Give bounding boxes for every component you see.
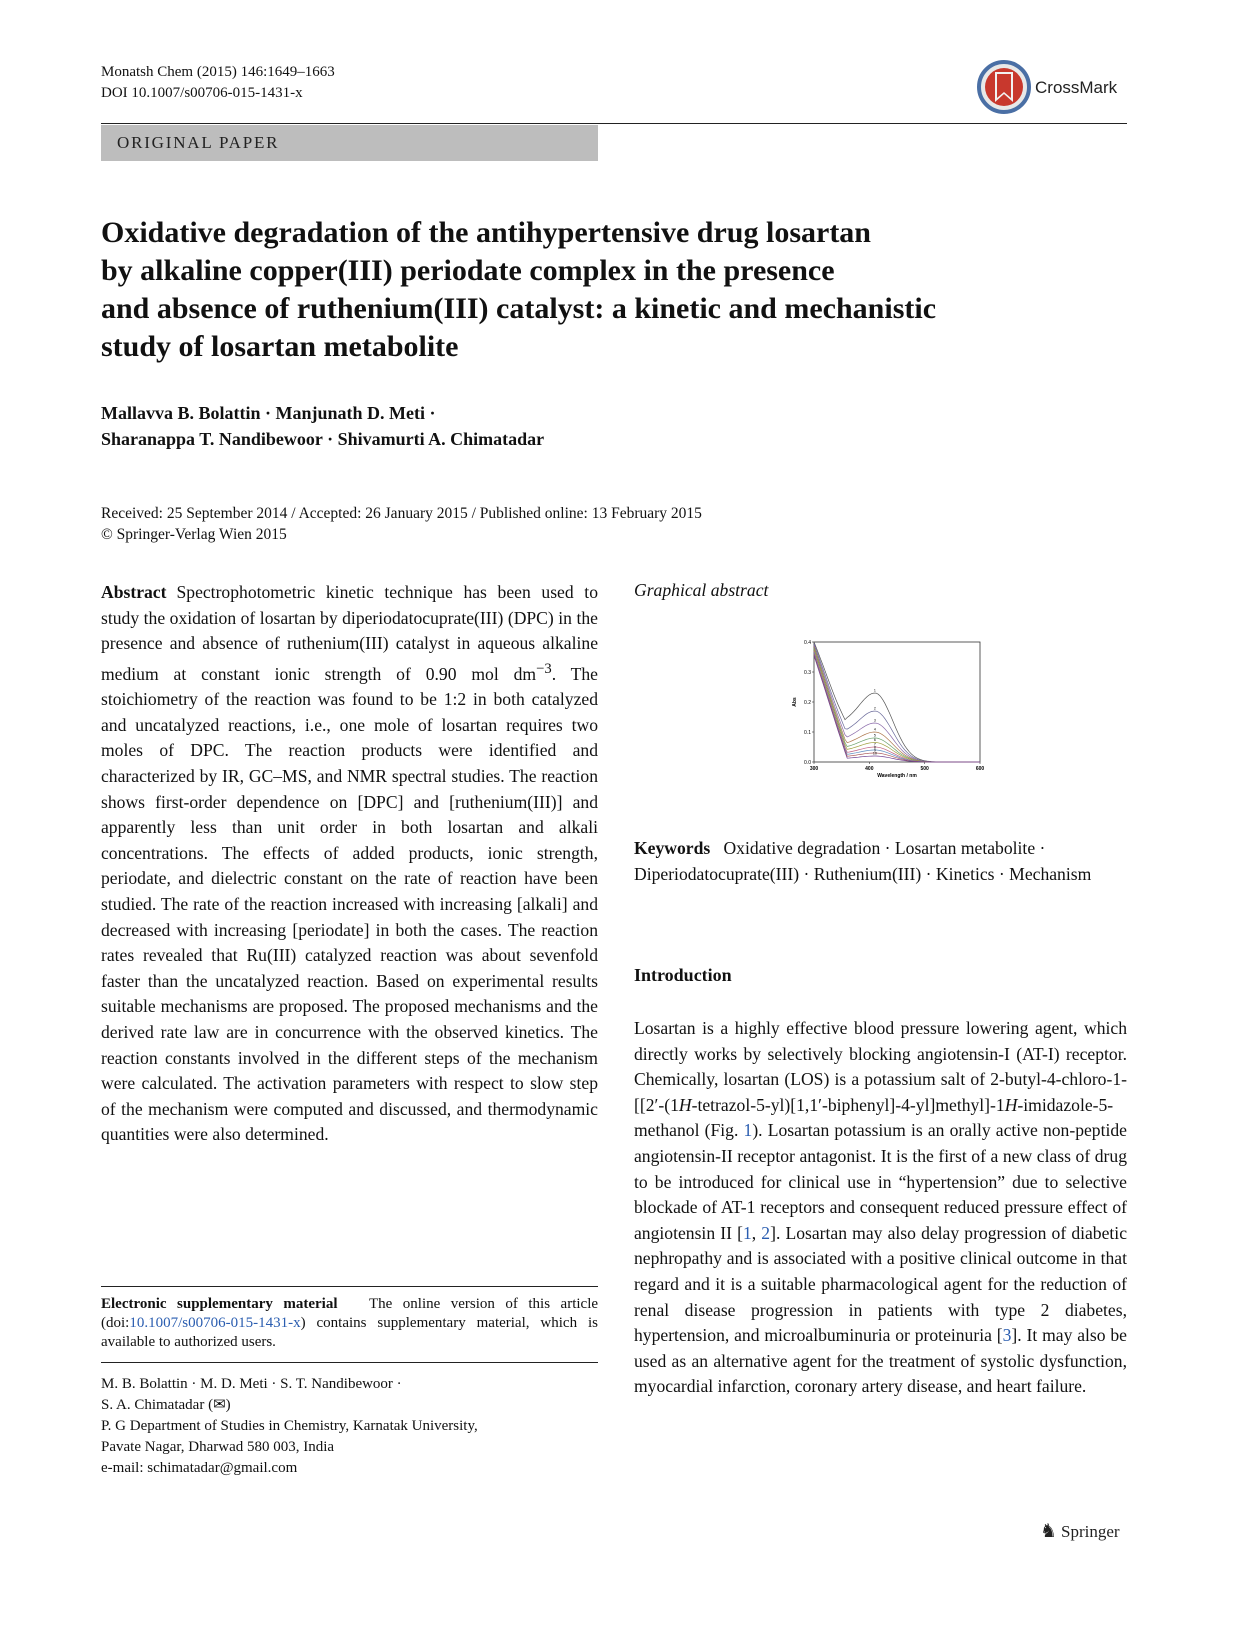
crossmark-icon bbox=[977, 60, 1031, 114]
title-line-3: and absence of ruthenium(III) catalyst: a kinetic and mechanistic bbox=[101, 292, 937, 325]
section-band bbox=[101, 125, 598, 161]
intro-text-5: ]. Losartan may also delay progression of diabetic nephropathy and is associated with a positive clinical outcome in that regard and it is a suitable pharmacological agent for the reduction of renal disease progression in patients with type 2 diabetes, hypertension, and microalbuminuria or proteinuria [ bbox=[634, 1222, 1127, 1346]
affil-email[interactable]: e-mail: schimatadar@gmail.com bbox=[101, 1460, 298, 1476]
intro-italic-h2: H bbox=[1004, 1094, 1018, 1115]
authors-line-1: Mallavva B. Bolattin · Manjunath D. Meti · bbox=[101, 403, 436, 423]
crossmark-label: CrossMark bbox=[1035, 78, 1118, 97]
doi-line: DOI 10.1007/s00706-015-1431-x bbox=[101, 85, 303, 101]
curve-label: 5 bbox=[873, 733, 876, 738]
curve-label: 10 bbox=[872, 751, 877, 756]
publisher-logo bbox=[1040, 1520, 1120, 1543]
keywords-heading: Keywords bbox=[634, 838, 711, 858]
esm-rule bbox=[101, 1286, 598, 1287]
affil-line-1: M. B. Bolattin · M. D. Meti · S. T. Nandibewoor · bbox=[101, 1376, 402, 1392]
journal-header bbox=[101, 62, 335, 104]
esm-note bbox=[101, 1295, 598, 1352]
introduction-section bbox=[634, 1016, 1127, 1400]
esm-doi-link[interactable]: 10.1007/s00706-015-1431-x bbox=[129, 1315, 301, 1331]
y-tick-label: 0.4 bbox=[804, 640, 811, 646]
y-tick-label: 0.3 bbox=[804, 670, 811, 676]
intro-text-3: -imidazole-5-methanol (Fig. bbox=[634, 1094, 1114, 1141]
title-line-1: Oxidative degradation of the antihypertensive drug losartan bbox=[101, 216, 871, 249]
esm-text-1: The online version of this article (doi: bbox=[101, 1296, 599, 1331]
curve-label: 7 bbox=[873, 742, 876, 747]
publisher-name: Springer bbox=[1061, 1522, 1120, 1541]
curve-label: 6 bbox=[873, 738, 876, 742]
spectra-plot bbox=[786, 636, 986, 786]
citation-separator: , bbox=[751, 1222, 762, 1243]
abstract-section bbox=[101, 580, 598, 1148]
keywords-text: Oxidative degradation · Losartan metabolite · Diperiodatocuprate(III) · Ruthenium(III) · Kinetics · Mechanism bbox=[634, 838, 1092, 884]
citation-link-3[interactable]: 3 bbox=[1002, 1325, 1012, 1346]
affiliation-rule bbox=[101, 1362, 598, 1363]
intro-text-6: ]. It may also be used as an alternative agent for the treatment of systolic dysfunction, myocardial infarction, coronary artery disease, and heart failure. bbox=[634, 1325, 1127, 1397]
spectrum-curve bbox=[814, 656, 980, 763]
abstract-heading: Abstract bbox=[101, 582, 167, 602]
intro-paragraph bbox=[634, 1016, 1127, 1400]
citation-link-1[interactable]: 1 bbox=[742, 1222, 752, 1243]
spectrum-curve bbox=[814, 648, 980, 762]
x-axis-label: Wavelength / nm bbox=[877, 773, 917, 779]
header-rule bbox=[101, 123, 1127, 124]
x-tick-label: 600 bbox=[975, 766, 985, 772]
curve-label: 9 bbox=[873, 748, 876, 753]
copyright-line: © Springer-Verlag Wien 2015 bbox=[101, 526, 287, 543]
title-line-2: by alkaline copper(III) periodate complex in the presence bbox=[101, 254, 835, 287]
spectrum-curve bbox=[814, 650, 980, 763]
title-line-4: study of losartan metabolite bbox=[101, 330, 459, 363]
intro-text-1: Losartan is a highly effective blood pressure lowering agent, which directly works by selectively blocking angiotensin-I (AT-I) receptor. Chemically, losartan (LOS) is a potassium salt of 2-butyl-4-chloro-1-[[2′-(1 bbox=[634, 1018, 1127, 1115]
intro-text-2: -tetrazol-5-yl)[1,1′-biphenyl]-4-yl]methyl]-1 bbox=[691, 1094, 1005, 1115]
section-label: ORIGINAL PAPER bbox=[117, 133, 280, 152]
affil-line-3: P. G Department of Studies in Chemistry, Karnatak University, bbox=[101, 1418, 478, 1434]
x-tick-label: 400 bbox=[865, 766, 874, 772]
curve-label: 4 bbox=[873, 727, 876, 732]
curve-label: 1 bbox=[873, 688, 876, 693]
citation-link-2[interactable]: 2 bbox=[761, 1222, 771, 1243]
springer-horse-icon: ♞ bbox=[1040, 1521, 1058, 1542]
authors-line-2: Sharanappa T. Nandibewoor · Shivamurti A. Chimatadar bbox=[101, 429, 545, 449]
esm-heading: Electronic supplementary material bbox=[101, 1296, 338, 1312]
introduction-heading: Introduction bbox=[634, 965, 732, 985]
y-tick-label: 0.0 bbox=[804, 760, 811, 766]
abstract-text-a: Spectrophotometric kinetic technique has been used to study the oxidation of losartan by diperiodatocuprate(III) (DPC) in the presence and absence of ruthenium(III) catalyst in aqueous alkaline medium at constant ionic strength of 0.90 mol dm bbox=[101, 582, 598, 684]
curve-label: 3 bbox=[873, 718, 876, 723]
x-tick-label: 500 bbox=[920, 766, 929, 772]
fig-ref-link[interactable]: 1 bbox=[743, 1120, 753, 1141]
abstract-paragraph bbox=[101, 580, 598, 1148]
curve-label: 8 bbox=[873, 745, 876, 750]
crossmark-badge[interactable] bbox=[977, 60, 1127, 116]
esm-text-2: ) contains supplementary material, which is available to authorized users. bbox=[101, 1315, 598, 1350]
intro-italic-h1: H bbox=[678, 1094, 692, 1115]
affil-line-4: Pavate Nagar, Dharwad 580 003, India bbox=[101, 1439, 335, 1455]
author-list bbox=[101, 400, 1001, 452]
x-tick-label: 300 bbox=[809, 766, 819, 772]
journal-citation: Monatsh Chem (2015) 146:1649–1663 bbox=[101, 64, 335, 80]
keywords-block bbox=[634, 836, 1127, 887]
affiliation-block bbox=[101, 1374, 598, 1479]
spectrum-curve bbox=[814, 645, 980, 762]
graphical-abstract-chart bbox=[786, 636, 986, 786]
intro-text-4: ). Losartan potassium is an orally active non-peptide angiotensin-II receptor antagonist. It is the first of a new class of drug to be introduced for clinical use in “hypertension” due to selective blockade of AT-1 receptors and consequent reduced pressure effect of angiotensin II [ bbox=[634, 1120, 1127, 1243]
affil-line-2: S. A. Chimatadar (✉) bbox=[101, 1397, 231, 1413]
spectrum-curve bbox=[814, 654, 980, 762]
y-axis-label: Abs bbox=[792, 697, 798, 707]
paper-title bbox=[101, 214, 1141, 366]
dates-line: Received: 25 September 2014 / Accepted: 26 January 2015 / Published online: 13 February 2015 bbox=[101, 505, 702, 522]
abstract-text-b: . The stoichiometry of the reaction was found to be 1:2 in both catalyzed and uncatalyzed reactions, i.e., one mole of losartan requires two moles of DPC. The reaction products were identified and characterized by IR, GC–MS, and NMR spectral studies. The reaction shows first-order dependence on [DPC] and [ruthenium(III)] and apparently less than unit order in both losartan and alkali concentrations. The effects of added products, ionic strength, periodate, and dielectric constant on the rate of reaction have been studied. The rate of the reaction increased with increasing [alkali] and decreased with increasing [periodate] in both the cases. The reaction rates revealed that Ru(III) catalyzed reaction was about sevenfold faster than the uncatalyzed reaction. Based on experimental results suitable mechanisms are proposed. The proposed mechanisms and the derived rate law are in concurrence with the observed kinetics. The reaction constants involved in the different steps of the mechanism were calculated. The activation parameters with respect to slow step of the mechanism were computed and discussed, and thermodynamic quantities were also determined. bbox=[101, 663, 598, 1145]
publication-dates bbox=[101, 503, 1101, 545]
curve-label: 2 bbox=[873, 706, 876, 711]
abstract-superscript: −3 bbox=[536, 660, 552, 677]
graphical-abstract-label: Graphical abstract bbox=[634, 580, 769, 600]
y-tick-label: 0.1 bbox=[804, 730, 811, 736]
y-tick-label: 0.2 bbox=[804, 700, 811, 706]
